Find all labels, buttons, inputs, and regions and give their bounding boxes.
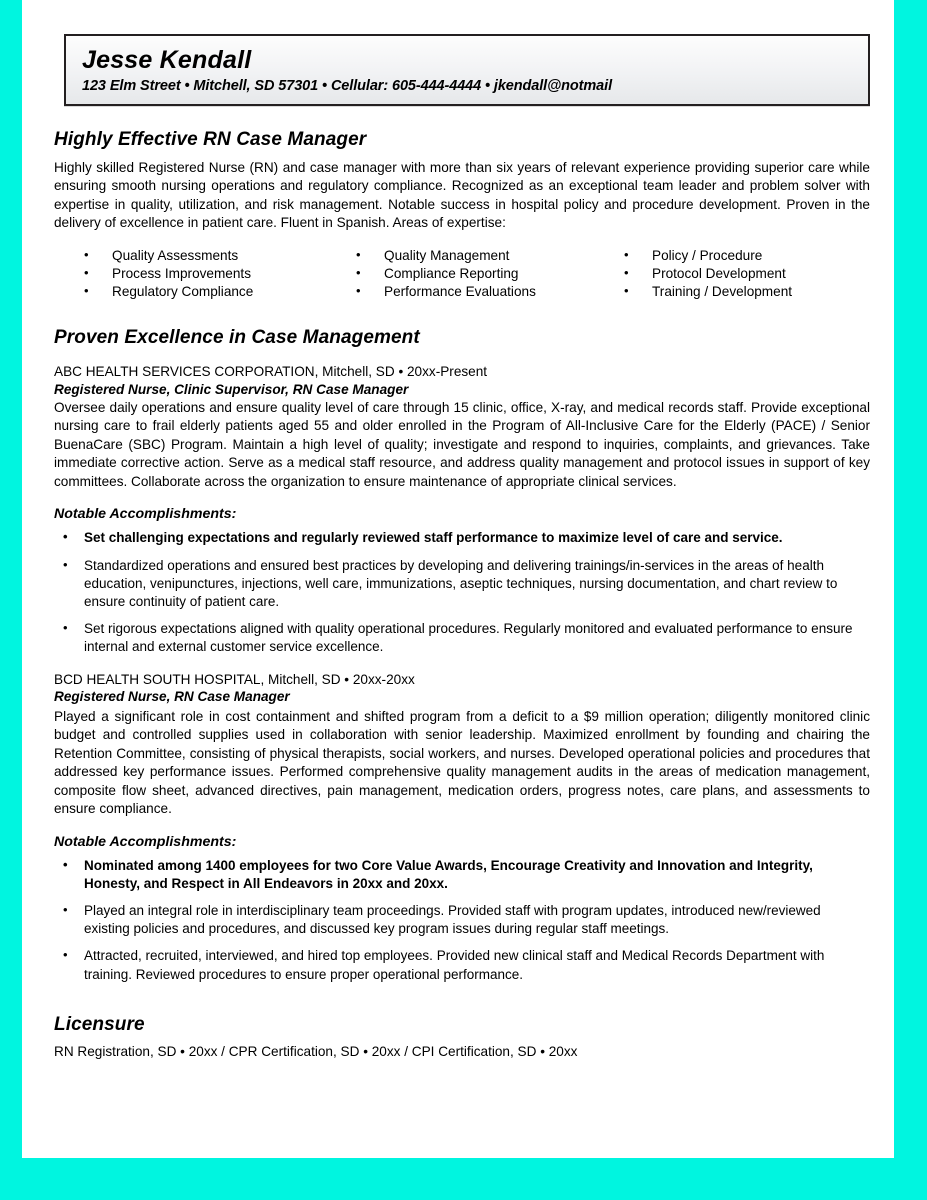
- list-item: • Training / Development: [624, 283, 870, 301]
- licensure-section: [54, 1014, 870, 1059]
- accomplishments-list: [54, 529, 870, 656]
- list-item: • Quality Assessments: [84, 247, 330, 265]
- list-item: • Compliance Reporting: [356, 265, 602, 283]
- skills-column-3: [602, 247, 870, 301]
- resume-header-box: [64, 34, 870, 106]
- skills-column-2: [330, 247, 602, 301]
- list-item: • Standardized operations and ensured best practices by developing and delivering trainings/in-services in the areas of health education, venipunctures, injections, well care, immunizations, aseptic techniques, nursing documentation, and chart review to ensure continuity of patient care.: [54, 557, 870, 612]
- areas-of-expertise-columns: [54, 247, 870, 301]
- job-entry-bcd-health: [54, 671, 870, 984]
- employer-line: BCD HEALTH SOUTH HOSPITAL, Mitchell, SD • 20xx-20xx: [54, 671, 415, 687]
- candidate-contact-line: 123 Elm Street • Mitchell, SD 57301 • Cellular: 605-444-4444 • jkendall@notmail: [82, 77, 613, 94]
- licensure-section-title: Licensure: [54, 1013, 145, 1035]
- resume-content: [46, 129, 870, 1059]
- job-entry-abc-health: [54, 363, 870, 657]
- accomplishments-list: [54, 857, 870, 984]
- list-item: • Quality Management: [356, 247, 602, 265]
- list-item: • Nominated among 1400 employees for two Core Value Awards, Encourage Creativity and Innovation and Integrity, Honesty, and Respect in All Endeavors in 20xx and 20xx.: [54, 857, 870, 893]
- job-description: Played a significant role in cost containment and shifted program from a deficit to a $9 million operation; diligently monitored clinic budget and controlled supplies used in collaboration with senior leadership. Maximized enrollment by founding and chairing the Retention Committee, consisting of physical therapists, social workers, and nurses. Developed operational policies and procedures that addressed key performance issues. Performed comprehensive quality management audits in the areas of medication management, composite flow sheet, advanced directives, pain management, medication orders, progress notes, care plans, and assessments to ensure compliance.: [54, 708, 870, 817]
- licensure-line: RN Registration, SD • 20xx / CPR Certification, SD • 20xx / CPI Certification, SD • 20xx: [54, 1043, 578, 1059]
- list-item: • Policy / Procedure: [624, 247, 870, 265]
- job-description: Oversee daily operations and ensure quality level of care through 15 clinic, office, X-ray, and medical records staff. Provide exceptional nursing care to frail elderly patients aged 55 and older enrolled in the Program of All-Inclusive Care for the Elderly (PACE) / Senior BuenaCare (SBC) Program. Maintain a high level of quality; investigate and respond to inquiries, complaints, and grievances. Take immediate corrective action. Serve as a medical staff resource, and address quality management and protocol issues in support of key committees. Collaborate across the organization to ensure maintenance of appropriate clinical services.: [54, 399, 870, 489]
- list-item: • Played an integral role in interdisciplinary team proceedings. Provided staff with program updates, introduced new/reviewed existing policies and procedures, and discussed key program issues during regular staff meetings.: [54, 902, 870, 938]
- summary-section-title: Highly Effective RN Case Manager: [54, 128, 367, 150]
- resume-page: [22, 0, 894, 1158]
- employer-line: ABC HEALTH SERVICES CORPORATION, Mitchell, SD • 20xx-Present: [54, 363, 488, 379]
- list-item: • Performance Evaluations: [356, 283, 602, 301]
- experience-section-title: Proven Excellence in Case Management: [54, 326, 420, 348]
- list-item: • Process Improvements: [84, 265, 330, 283]
- list-item: • Regulatory Compliance: [84, 283, 330, 301]
- list-item: • Set challenging expectations and regularly reviewed staff performance to maximize level of care and service.: [54, 529, 870, 547]
- candidate-name: Jesse Kendall: [82, 46, 252, 74]
- accomplishments-label: Notable Accomplishments:: [54, 833, 237, 850]
- skills-column-1: [54, 247, 330, 301]
- accomplishments-label: Notable Accomplishments:: [54, 506, 237, 523]
- job-title: Registered Nurse, RN Case Manager: [54, 689, 290, 705]
- list-item: • Set rigorous expectations aligned with quality operational procedures. Regularly monitored and evaluated performance to ensure internal and external customer service excellence.: [54, 620, 870, 656]
- list-item: • Attracted, recruited, interviewed, and hired top employees. Provided new clinical staff and Medical Records Department with training. Reviewed procedures to ensure proper operational performance.: [54, 947, 870, 983]
- summary-paragraph: Highly skilled Registered Nurse (RN) and case manager with more than six years of relevant experience providing superior care while ensuring smooth nursing operations and regulatory compliance. Recognized as an exceptional team leader and problem solver with expertise in quality, utilization, and risk management. Notable success in hospital policy and procedure development. Proven in the delivery of excellence in patient care. Fluent in Spanish. Areas of expertise:: [54, 159, 870, 231]
- job-title: Registered Nurse, Clinic Supervisor, RN Case Manager: [54, 381, 409, 397]
- list-item: • Protocol Development: [624, 265, 870, 283]
